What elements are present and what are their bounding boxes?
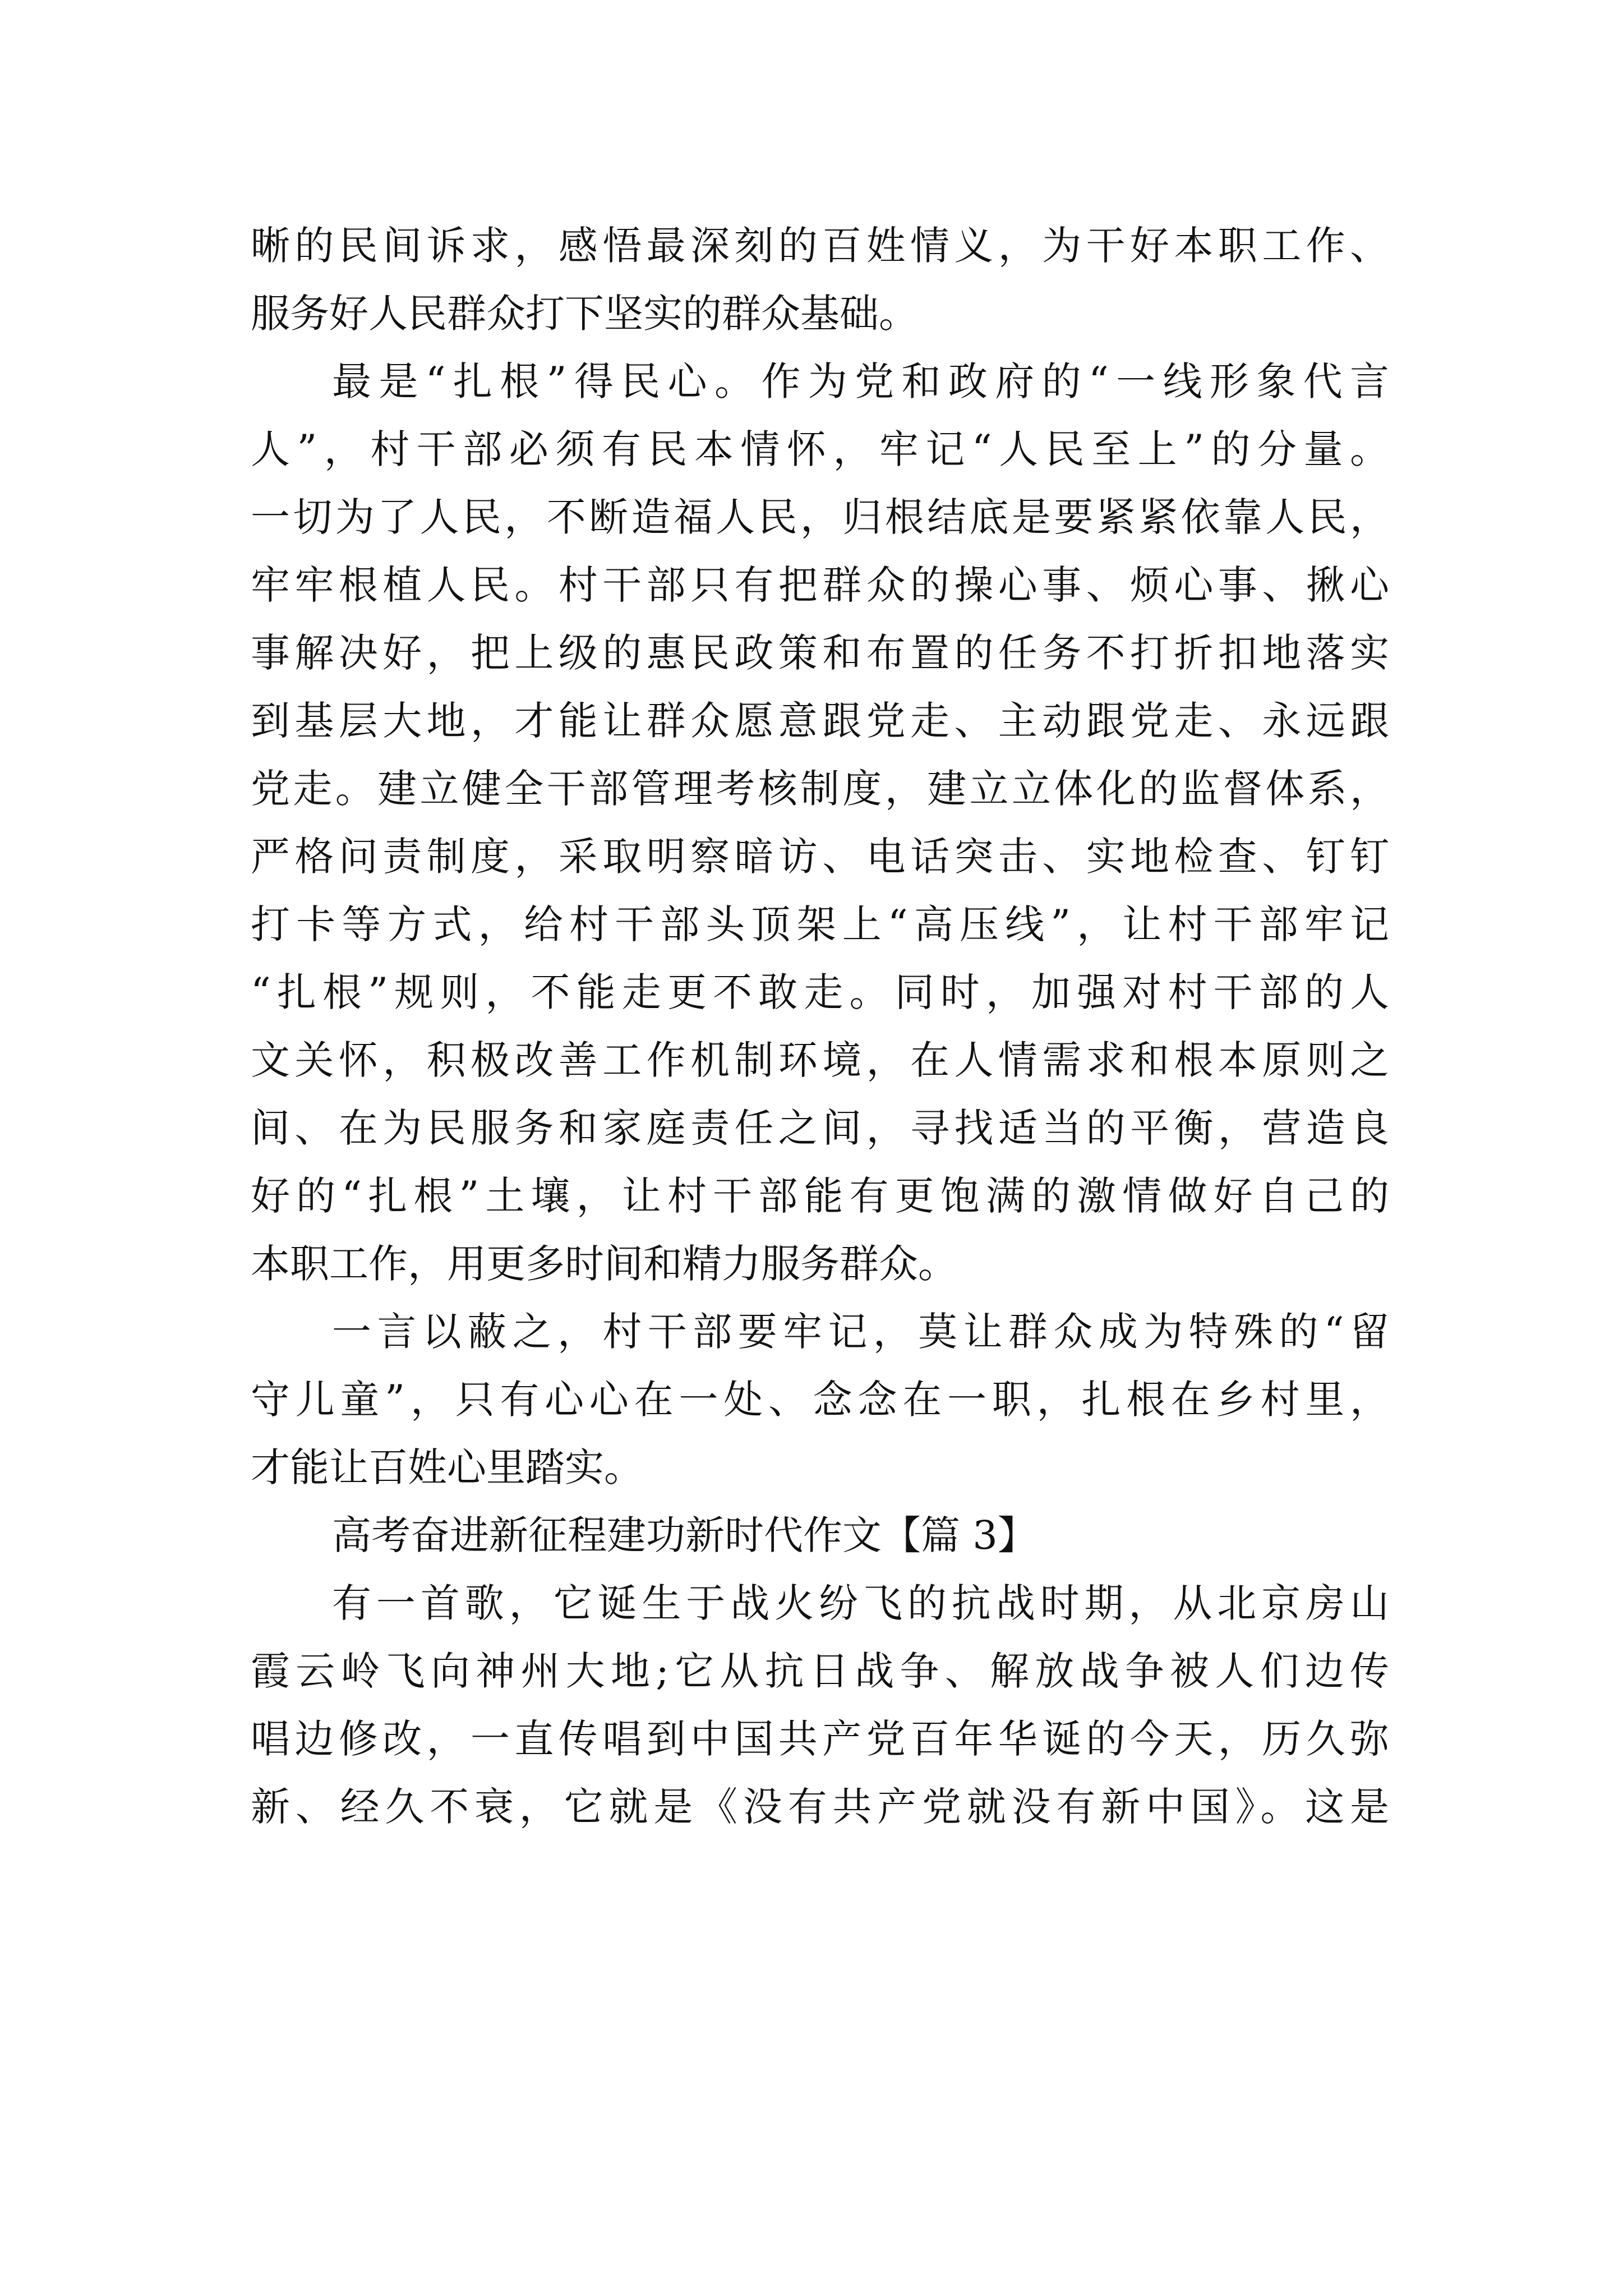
text-line: 服务好人民群众打下坚实的群众基础。 (251, 291, 918, 337)
text-line: 事解决好，把上级的惠民政策和布置的任务不打折扣地落实 (251, 630, 1389, 676)
text-line: 守儿童”，只有心心在一处、念念在一职，扎根在乡村里， (251, 1377, 1389, 1423)
text-line: 晰的民间诉求，感悟最深刻的百姓情义，为干好本职工作、 (251, 223, 1389, 269)
text-line: 严格问责制度，采取明察暗访、电话突击、实地检查、钉钉 (251, 834, 1389, 880)
text-line: 霞云岭飞向神州大地;它从抗日战争、解放战争被人们边传 (251, 1648, 1389, 1694)
paragraph-start-line: 有一首歌，它诞生于战火纷飞的抗战时期，从北京房山 (332, 1580, 1389, 1626)
section-heading: 高考奋进新征程建功新时代作文【篇 3】 (332, 1512, 1037, 1558)
text-line: 好的“扎根”土壤，让村干部能有更饱满的激情做好自己的 (251, 1173, 1389, 1219)
paragraph-start-line: 一言以蔽之，村干部要牢记，莫让群众成为特殊的“留 (332, 1309, 1389, 1355)
paragraph-start-line: 最是“扎根”得民心。作为党和政府的“一线形象代言 (332, 358, 1389, 404)
text-line: 才能让百姓心里踏实。 (251, 1444, 643, 1490)
text-line: 新、经久不衰，它就是《没有共产党就没有新中国》。这是 (251, 1784, 1389, 1830)
text-line: 间、在为民服务和家庭责任之间，寻找适当的平衡，营造良 (251, 1105, 1389, 1151)
text-line: 唱边修改，一直传唱到中国共产党百年华诞的今天，历久弥 (251, 1716, 1389, 1762)
text-line: 党走。建立健全干部管理考核制度，建立立体化的监督体系， (251, 766, 1389, 812)
text-line: 一切为了人民，不断造福人民，归根结底是要紧紧依靠人民， (251, 494, 1389, 540)
document-body (251, 212, 1389, 1841)
text-line: 牢牢根植人民。村干部只有把群众的操心事、烦心事、揪心 (251, 562, 1389, 608)
text-line: 本职工作，用更多时间和精力服务群众。 (251, 1241, 957, 1287)
text-line: 到基层大地，才能让群众愿意跟党走、主动跟党走、永远跟 (251, 698, 1389, 744)
text-line: 人”，村干部必须有民本情怀，牢记“人民至上”的分量。 (251, 426, 1389, 472)
text-line: 文关怀，积极改善工作机制环境，在人情需求和根本原则之 (251, 1037, 1389, 1083)
text-line: “扎根”规则，不能走更不敢走。同时，加强对村干部的人 (251, 969, 1389, 1015)
text-line: 打卡等方式，给村干部头顶架上“高压线”，让村干部牢记 (251, 901, 1389, 947)
